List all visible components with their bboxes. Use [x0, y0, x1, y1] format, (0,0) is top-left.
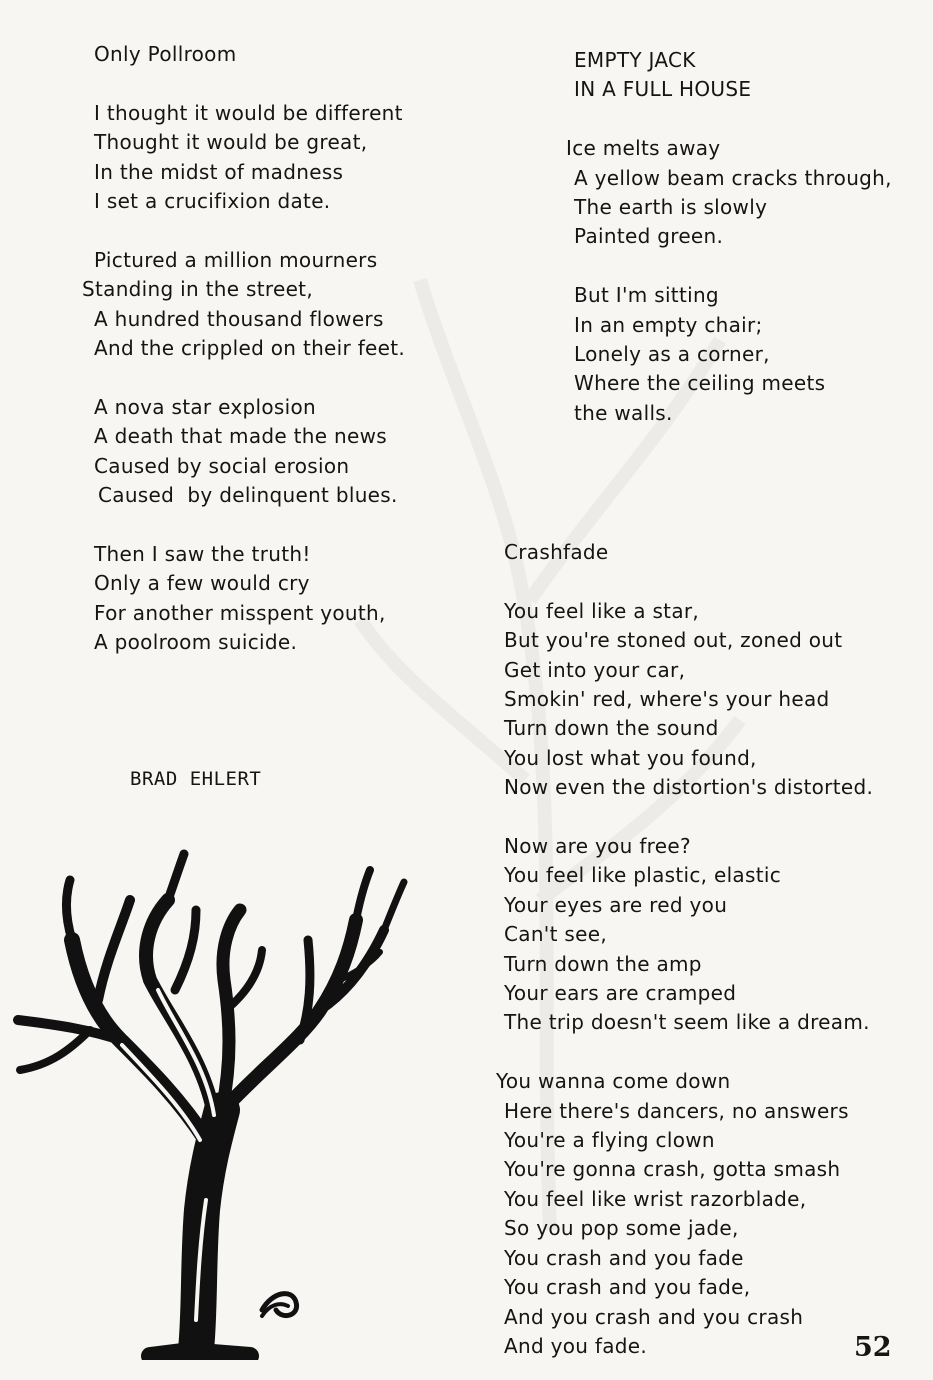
poem-line: Get into your car, — [504, 657, 686, 682]
poem-line: Caused by social erosion — [94, 453, 350, 478]
poem-line: And you fade. — [504, 1333, 648, 1358]
poem-title: Crashfade — [504, 540, 609, 564]
stanza — [82, 393, 462, 511]
poem-line: A death that made the news — [94, 424, 387, 449]
poem-line: In an empty chair; — [574, 312, 763, 337]
page-number: 52 — [854, 1332, 892, 1363]
poem-line: I thought it would be different — [94, 100, 403, 125]
stanza — [82, 540, 462, 658]
poem-line: Where the ceiling meets — [574, 371, 826, 396]
poem-line: Your eyes are red you — [504, 892, 728, 917]
stanza — [496, 597, 926, 803]
poem-line: Smokin' red, where's your head — [504, 687, 830, 712]
stanza — [82, 246, 462, 364]
poem-line: You crash and you fade — [504, 1245, 744, 1270]
poem-line: I set a crucifixion date. — [94, 189, 331, 214]
poem-line: A yellow beam cracks through, — [574, 165, 892, 190]
poem-line: You feel like a star, — [504, 598, 700, 623]
poem-line: You're a flying clown — [504, 1128, 715, 1153]
poem-line: A hundred thousand flowers — [94, 306, 384, 331]
poem-line: Can't see, — [504, 922, 607, 947]
stanza — [82, 99, 462, 217]
poem-line: You lost what you found, — [504, 745, 757, 770]
poem-line: Your ears are cramped — [504, 981, 737, 1006]
poem-line: But you're stoned out, zoned out — [504, 628, 843, 653]
poem-title: Only Pollroom — [94, 42, 237, 66]
poem-line: Now are you free? — [504, 834, 691, 859]
poem-line: You feel like plastic, elastic — [504, 863, 782, 888]
poem-line: Pictured a million mourners — [94, 247, 378, 272]
poem-line: The trip doesn't seem like a dream. — [504, 1010, 870, 1035]
stanza — [566, 281, 926, 428]
poem-empty-jack — [566, 46, 926, 428]
poem-line: Here there's dancers, no answers — [504, 1098, 849, 1123]
poem-line: You crash and you fade, — [504, 1275, 751, 1300]
stanza — [496, 832, 926, 1038]
poem-line: the walls. — [574, 400, 673, 425]
poem-line: You're gonna crash, gotta smash — [504, 1157, 841, 1182]
poem-line: You wanna come down — [496, 1069, 731, 1094]
poem-line: Painted green. — [574, 224, 724, 249]
poem-line: Caused by delinquent blues. — [98, 483, 398, 508]
author-name: BRAD EHLERT — [130, 768, 262, 790]
poem-line: Turn down the amp — [504, 951, 702, 976]
stanza — [496, 1067, 926, 1361]
poem-line: Now even the distortion's distorted. — [504, 775, 874, 800]
poem-line: Standing in the street, — [82, 277, 313, 302]
poem-line: A poolroom suicide. — [94, 630, 298, 655]
poem-crashfade — [496, 538, 926, 1361]
poem-line: Then I saw the truth! — [94, 541, 311, 566]
poem-line: Only a few would cry — [94, 571, 310, 596]
poem-line: And you crash and you crash — [504, 1304, 804, 1329]
poem-line: For another misspent youth, — [94, 600, 386, 625]
poem-line: A nova star explosion — [94, 394, 316, 419]
poem-line: The earth is slowly — [574, 195, 768, 220]
poem-line: Turn down the sound — [504, 716, 719, 741]
poem-line: And the crippled on their feet. — [94, 336, 406, 361]
poem-only-pollroom — [82, 40, 462, 657]
poem-line: Ice melts away — [566, 136, 721, 161]
poem-line: Thought it would be great, — [94, 130, 368, 155]
stanza — [566, 134, 926, 252]
bare-tree-icon — [0, 840, 430, 1360]
poem-line: You feel like wrist razorblade, — [504, 1186, 807, 1211]
poem-title-line: EMPTY JACK — [574, 48, 696, 72]
poem-title-line: IN A FULL HOUSE — [574, 77, 752, 102]
poem-line: Lonely as a corner, — [574, 342, 770, 367]
poem-line: So you pop some jade, — [504, 1216, 739, 1241]
poem-line: But I'm sitting — [574, 283, 719, 308]
poem-line: In the midst of madness — [94, 159, 344, 184]
